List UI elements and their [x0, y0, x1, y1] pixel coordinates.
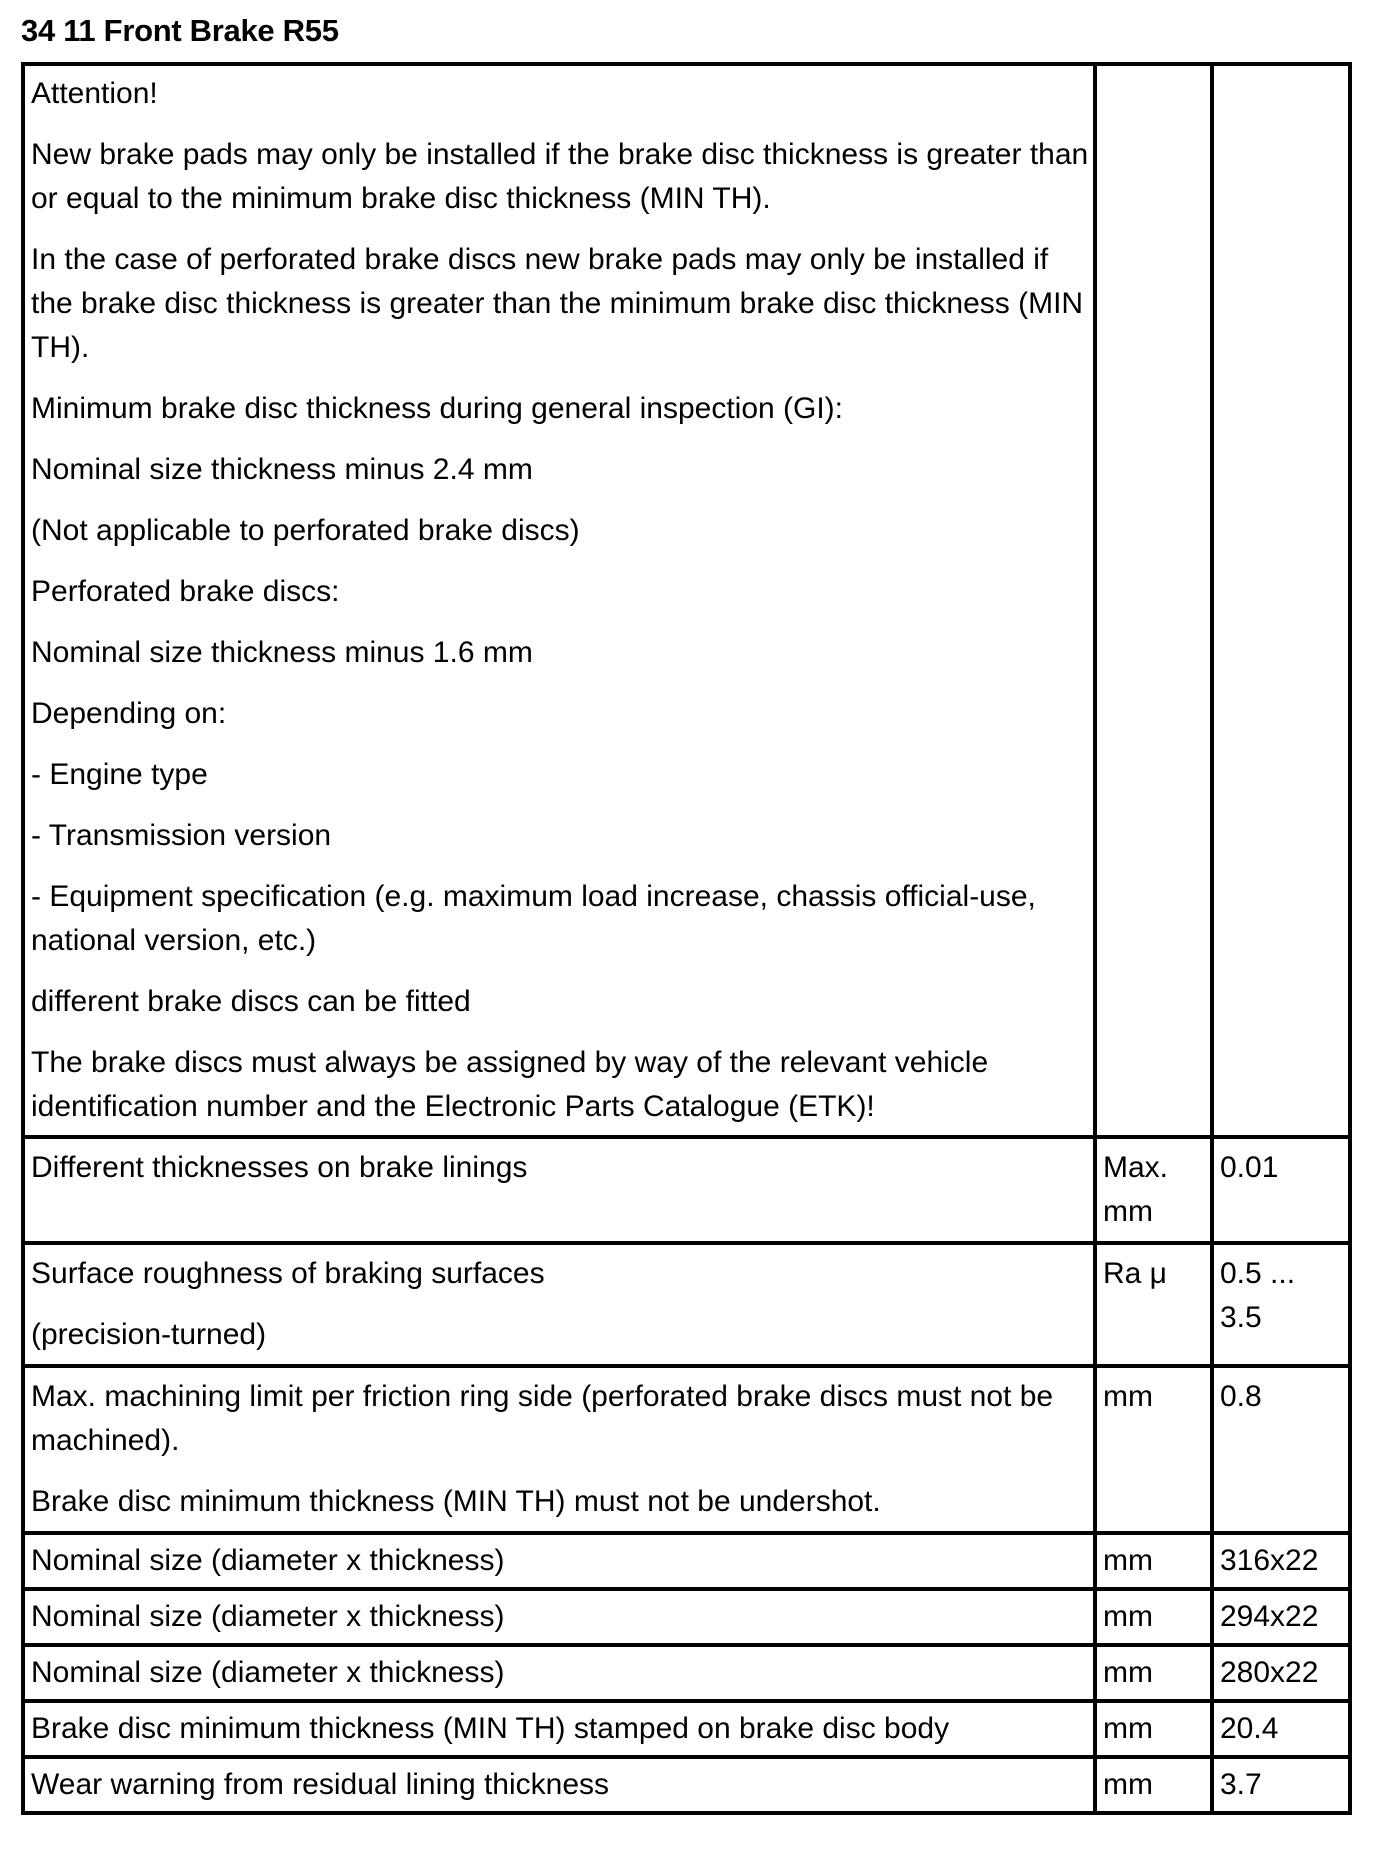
note-minus-2-4: Nominal size thickness minus 2.4 mm [31, 453, 533, 486]
notes-row [23, 64, 1350, 1137]
spec-description: Nominal size (diameter x thickness) [23, 1645, 1095, 1701]
spec-description: Wear warning from residual lining thickness [23, 1757, 1095, 1813]
spec-description [23, 1366, 1095, 1533]
table-row [23, 1757, 1350, 1813]
note-pads-install: New brake pads may only be installed if the brake disc thickness is greater than or equal to the minimum brake disc thickness (MIN TH). [31, 138, 1089, 215]
table-row [23, 1243, 1350, 1366]
note-perforated-discs: In the case of perforated brake discs new brake pads may only be installed if the brake disc thickness is greater than the minimum brake disc thickness (MIN TH). [31, 243, 1084, 364]
spec-description: Brake disc minimum thickness (MIN TH) stamped on brake disc body [23, 1701, 1095, 1757]
spec-description: Nominal size (diameter x thickness) [23, 1589, 1095, 1645]
spec-description [23, 1243, 1095, 1366]
spec-value: 0.8 [1212, 1366, 1350, 1533]
table-row [23, 1533, 1350, 1589]
spec-value: 0.5 ... 3.5 [1212, 1243, 1350, 1366]
spec-unit: mm [1095, 1757, 1212, 1813]
notes-value-cell [1212, 64, 1350, 1137]
spec-description-line: Different thicknesses on brake linings [31, 1151, 528, 1184]
spec-unit: mm [1095, 1366, 1212, 1533]
note-transmission: - Transmission version [31, 819, 332, 852]
spec-description-line: Brake disc minimum thickness (MIN TH) must not be undershot. [31, 1485, 881, 1518]
note-different-discs: different brake discs can be fitted [31, 985, 471, 1018]
note-perforated-heading: Perforated brake discs: [31, 575, 340, 608]
note-depending-on: Depending on: [31, 697, 227, 730]
spec-unit: mm [1095, 1533, 1212, 1589]
table-row [23, 1701, 1350, 1757]
spec-description: Nominal size (diameter x thickness) [23, 1533, 1095, 1589]
note-etk-assignment: The brake discs must always be assigned by way of the relevant vehicle identification number and the Electronic Parts Catalogue (ETK)! [31, 1046, 989, 1123]
table-row [23, 1366, 1350, 1533]
note-gi-min-thickness: Minimum brake disc thickness during general inspection (GI): [31, 392, 844, 425]
note-engine-type: - Engine type [31, 758, 208, 791]
note-equipment: - Equipment specification (e.g. maximum load increase, chassis official-use, national version, etc.) [31, 880, 1036, 957]
table-row [23, 1645, 1350, 1701]
spec-value: 294x22 [1212, 1589, 1350, 1645]
note-minus-1-6: Nominal size thickness minus 1.6 mm [31, 636, 533, 669]
spec-unit: mm [1095, 1701, 1212, 1757]
spec-value: 3.7 [1212, 1757, 1350, 1813]
spec-unit: Max. mm [1095, 1137, 1212, 1243]
spec-unit: mm [1095, 1589, 1212, 1645]
brake-spec-table [21, 62, 1352, 1815]
notes-cell [23, 64, 1095, 1137]
note-attention: Attention! [31, 77, 158, 110]
spec-unit: mm [1095, 1645, 1212, 1701]
spec-unit: Ra μ [1095, 1243, 1212, 1366]
spec-description-line: Surface roughness of braking surfaces [31, 1257, 545, 1290]
spec-value: 0.01 [1212, 1137, 1350, 1243]
spec-description [23, 1137, 1095, 1243]
spec-value: 280x22 [1212, 1645, 1350, 1701]
page-title: 34 11 Front Brake R55 [21, 13, 339, 48]
spec-value: 20.4 [1212, 1701, 1350, 1757]
table-row [23, 1137, 1350, 1243]
spec-description-line: (precision-turned) [31, 1318, 267, 1351]
table-row [23, 1589, 1350, 1645]
spec-description-line: Max. machining limit per friction ring side (perforated brake discs must not be machined). [31, 1380, 1054, 1457]
notes-unit-cell [1095, 64, 1212, 1137]
spec-value: 316x22 [1212, 1533, 1350, 1589]
note-not-applicable: (Not applicable to perforated brake discs) [31, 514, 580, 547]
